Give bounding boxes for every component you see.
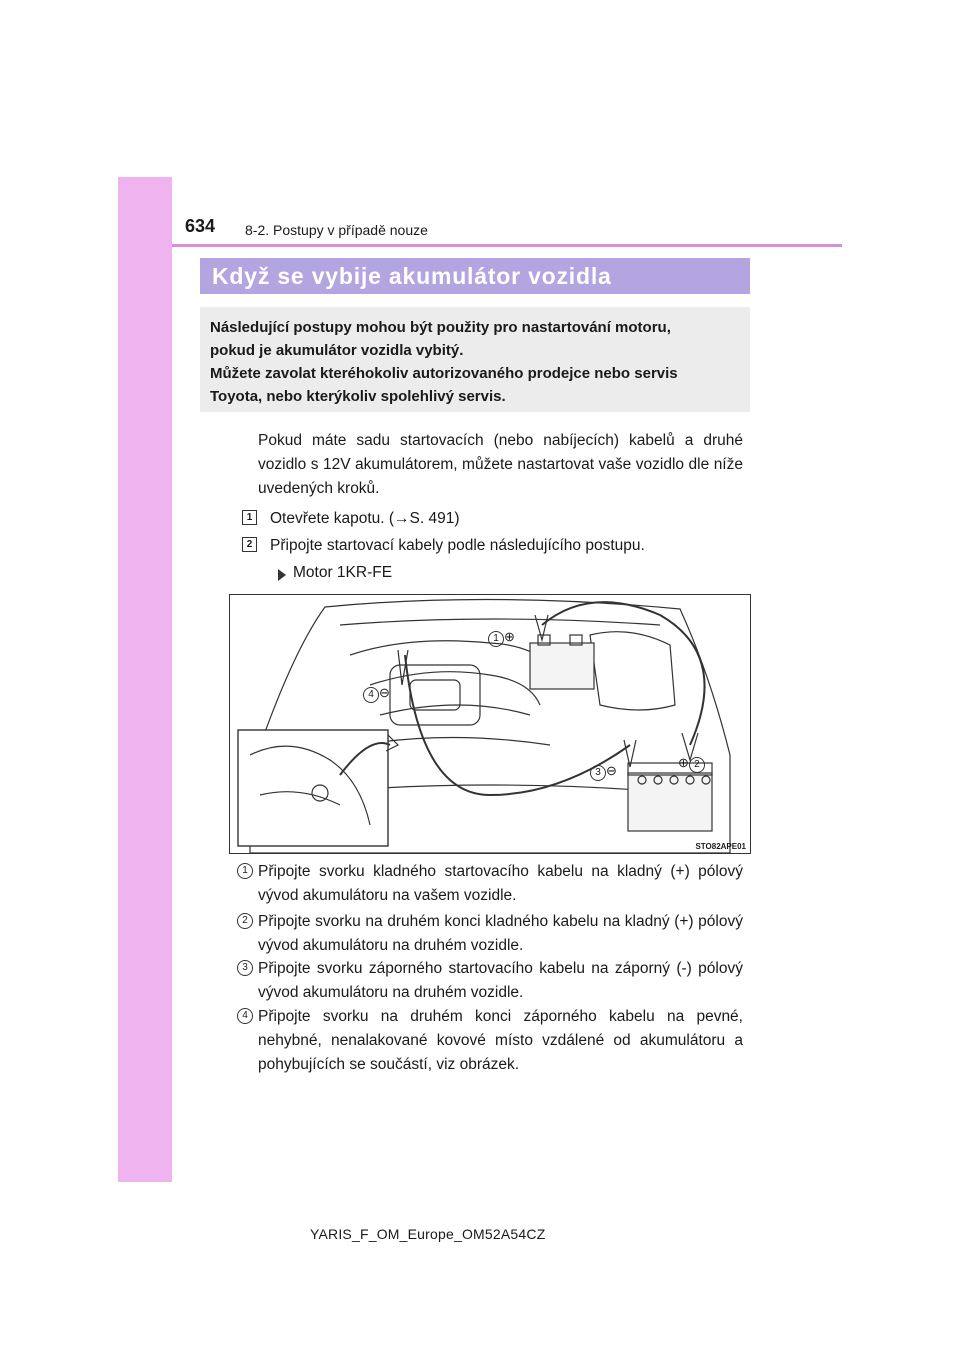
intro-line: Následující postupy mohou být použity pro nastartování motoru, [210, 319, 671, 336]
chapter-sidebar-tab [118, 177, 172, 1182]
intro-box [200, 307, 750, 412]
callout-marker-2: ⊕ 2 [678, 755, 705, 773]
callout-text: Připojte svorku záporného startovacího kabelu na záporný (-) pólový vývod akumulátoru na druhém vozidle. [258, 960, 743, 1001]
triangle-bullet-icon [278, 569, 286, 581]
callout-text: Připojte svorku kladného startovacího kabelu na kladný (+) pólový vývod akumulátoru na vašem vozidle. [258, 863, 743, 904]
topic-title: Když se vybije akumulátor vozidla [212, 263, 612, 289]
step-number-box: 1 [242, 510, 257, 525]
intro-line: Můžete zavolat kteréhokoliv autorizovaného prodejce nebo servis [210, 365, 678, 382]
callout-number: 3 [237, 960, 253, 976]
intro-line: Toyota, nebo kterýkoliv spolehlivý servis. [210, 388, 506, 405]
figure-code: STO82APE01 [695, 842, 746, 851]
intro-line: pokud je akumulátor vozidla vybitý. [210, 342, 464, 359]
page-number: 634 [185, 216, 216, 236]
intro-paragraph: Pokud máte sadu startovacích (nebo nabíjecích) kabelů a druhé vozidlo s 12V akumulátorem, můžete nastartovat vaše vozidlo dle níže uvedených kroků. [258, 432, 743, 497]
callout-text: Připojte svorku na druhém konci kladného kabelu na kladný (+) pólový vývod akumulátoru na druhém vozidle. [258, 913, 743, 954]
callout-number: 1 [237, 863, 253, 879]
step-number-box: 2 [242, 537, 257, 552]
callout-text: Připojte svorku na druhém konci záporného kabelu na pevné, nehybné, nenalakované kovové místo vzdálené od akumulátoru a pohybujících se součástí, viz obrázek. [258, 1008, 743, 1073]
step-text: Otevřete kapotu. (→S. 491) [270, 510, 460, 527]
document-footer-code: YARIS_F_OM_Europe_OM52A54CZ [310, 1226, 546, 1242]
section-title: 8-2. Postupy v případě nouze [245, 222, 428, 238]
callout-marker-1: 1 ⊕ [488, 629, 515, 647]
engine-variant-label: Motor 1KR-FE [293, 564, 393, 581]
callout-marker-4: 4 ⊖ [363, 685, 390, 703]
callout-number: 4 [237, 1008, 253, 1024]
callout-marker-3: 3 ⊖ [590, 763, 617, 781]
callout-number: 2 [237, 913, 253, 929]
header-divider [172, 244, 842, 247]
topic-banner [200, 258, 750, 294]
jump-start-illustration [229, 594, 751, 854]
step-text: Připojte startovací kabely podle následujícího postupu. [270, 537, 645, 554]
